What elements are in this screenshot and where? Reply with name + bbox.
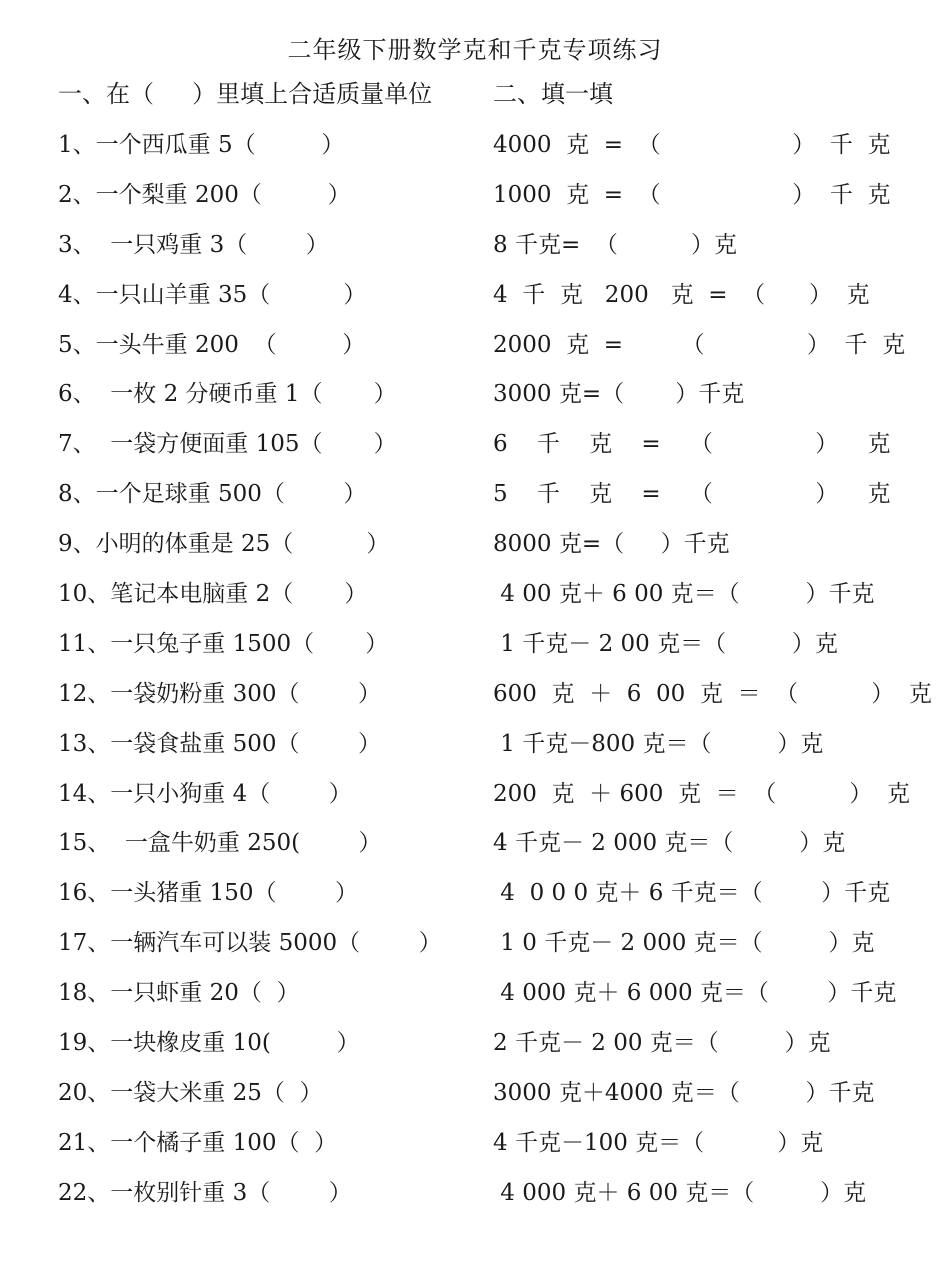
unit-question: 18、一只虾重 20（ ） — [58, 980, 300, 1007]
conversion-question: 2 千克－ 2 00 克＝（ ）克 — [493, 1030, 831, 1057]
conversion-question: 4 千克－ 2 000 克＝（ ）克 — [493, 830, 846, 857]
unit-question: 4、一只山羊重 35（ ） — [58, 281, 367, 308]
conversion-question: 4 0 0 0 克＋ 6 千克＝（ ）千克 — [493, 880, 891, 907]
unit-question: 17、一辆汽车可以装 5000（ ） — [58, 930, 442, 957]
conversion-question: 1 0 千克－ 2 000 克＝（ ）克 — [493, 930, 875, 957]
exercise-row — [0, 665, 950, 715]
unit-question: 3、 一只鸡重 3（ ） — [58, 231, 329, 258]
conversion-question: 4 000 克＋ 6 000 克＝（ ）千克 — [493, 980, 897, 1007]
unit-question: 13、一袋食盐重 500（ ） — [58, 730, 381, 757]
unit-question: 12、一袋奶粉重 300（ ） — [58, 680, 381, 707]
unit-question: 7、 一袋方便面重 105（ ） — [58, 431, 397, 458]
unit-question: 8、一个足球重 500（ ） — [58, 481, 367, 508]
conversion-question: 8 千克= （ ）克 — [493, 231, 737, 258]
unit-question: 9、小明的体重是 25（ ） — [58, 531, 390, 558]
conversion-question: 8000 克=（ ）千克 — [493, 531, 730, 558]
exercise-row — [0, 765, 950, 815]
conversion-question: 1 千克－800 克＝（ ）克 — [493, 730, 824, 757]
exercise-row — [0, 964, 950, 1014]
exercise-row — [0, 814, 950, 864]
unit-question: 14、一只小狗重 4（ ） — [58, 780, 352, 807]
unit-question: 5、一头牛重 200 （ ） — [58, 331, 366, 358]
conversion-question: 3000 克=（ ）千克 — [493, 381, 745, 408]
conversion-question: 1000 克 = （ ） 千 克 — [493, 181, 891, 208]
conversion-question: 4 千 克 200 克 = （ ） 克 — [493, 281, 870, 308]
conversion-question: 4 千克－100 克＝（ ）克 — [493, 1129, 824, 1156]
exercise-row — [0, 116, 950, 166]
unit-question: 21、一个橘子重 100（ ） — [58, 1129, 338, 1156]
unit-question: 1、一个西瓜重 5（ ） — [58, 132, 345, 158]
exercise-row — [0, 715, 950, 765]
exercise-row — [0, 615, 950, 665]
unit-question: 10、笔记本电脑重 2（ ） — [58, 581, 368, 608]
exercise-row — [0, 216, 950, 266]
exercise-row — [0, 1014, 950, 1064]
unit-question: 19、一块橡皮重 10( ） — [58, 1030, 360, 1057]
conversion-question: 4 00 克＋ 6 00 克＝（ ）千克 — [493, 581, 875, 608]
exercise-row — [0, 465, 950, 515]
conversion-question: 1 千克－ 2 00 克＝（ ）克 — [493, 630, 838, 657]
unit-question: 16、一头猪重 150（ ） — [58, 880, 358, 907]
section-1-heading: 一、在（ ）里填上合适质量单位 — [58, 80, 433, 108]
unit-question: 2、一个梨重 200（ ） — [58, 181, 351, 208]
exercise-row — [0, 316, 950, 366]
exercise-row — [0, 1164, 950, 1214]
exercise-row — [0, 1064, 950, 1114]
conversion-question: 4000 克 = （ ） 千 克 — [493, 132, 891, 158]
exercise-list — [0, 116, 950, 1214]
exercise-row — [0, 914, 950, 964]
exercise-row — [0, 166, 950, 216]
exercise-row — [0, 266, 950, 316]
exercise-row — [0, 415, 950, 465]
unit-question: 20、一袋大米重 25（ ） — [58, 1079, 323, 1106]
unit-question: 6、 一枚 2 分硬币重 1（ ） — [58, 381, 397, 408]
conversion-question: 200 克 ＋ 600 克 ＝ （ ） 克 — [493, 780, 910, 807]
exercise-row — [0, 365, 950, 415]
conversion-question: 600 克 ＋ 6 00 克 ＝ （ ） 克 — [493, 680, 932, 707]
unit-question: 22、一枚别针重 3（ ） — [58, 1179, 352, 1206]
unit-question: 15、 一盒牛奶重 250( ） — [58, 830, 382, 857]
exercise-row — [0, 864, 950, 914]
unit-question: 11、一只兔子重 1500（ ） — [58, 630, 389, 657]
exercise-row — [0, 515, 950, 565]
page-title: 二年级下册数学克和千克专项练习 — [287, 36, 663, 64]
conversion-question: 6 千 克 = （ ） 克 — [493, 431, 891, 458]
conversion-question: 2000 克 = （ ） 千 克 — [493, 331, 906, 358]
conversion-question: 3000 克＋4000 克＝（ ）千克 — [493, 1079, 875, 1106]
section-2-heading: 二、填一填 — [493, 80, 613, 108]
conversion-question: 4 000 克＋ 6 00 克＝（ ）克 — [493, 1179, 867, 1206]
conversion-question: 5 千 克 = （ ） 克 — [493, 481, 891, 508]
exercise-row — [0, 565, 950, 615]
exercise-row — [0, 1114, 950, 1164]
